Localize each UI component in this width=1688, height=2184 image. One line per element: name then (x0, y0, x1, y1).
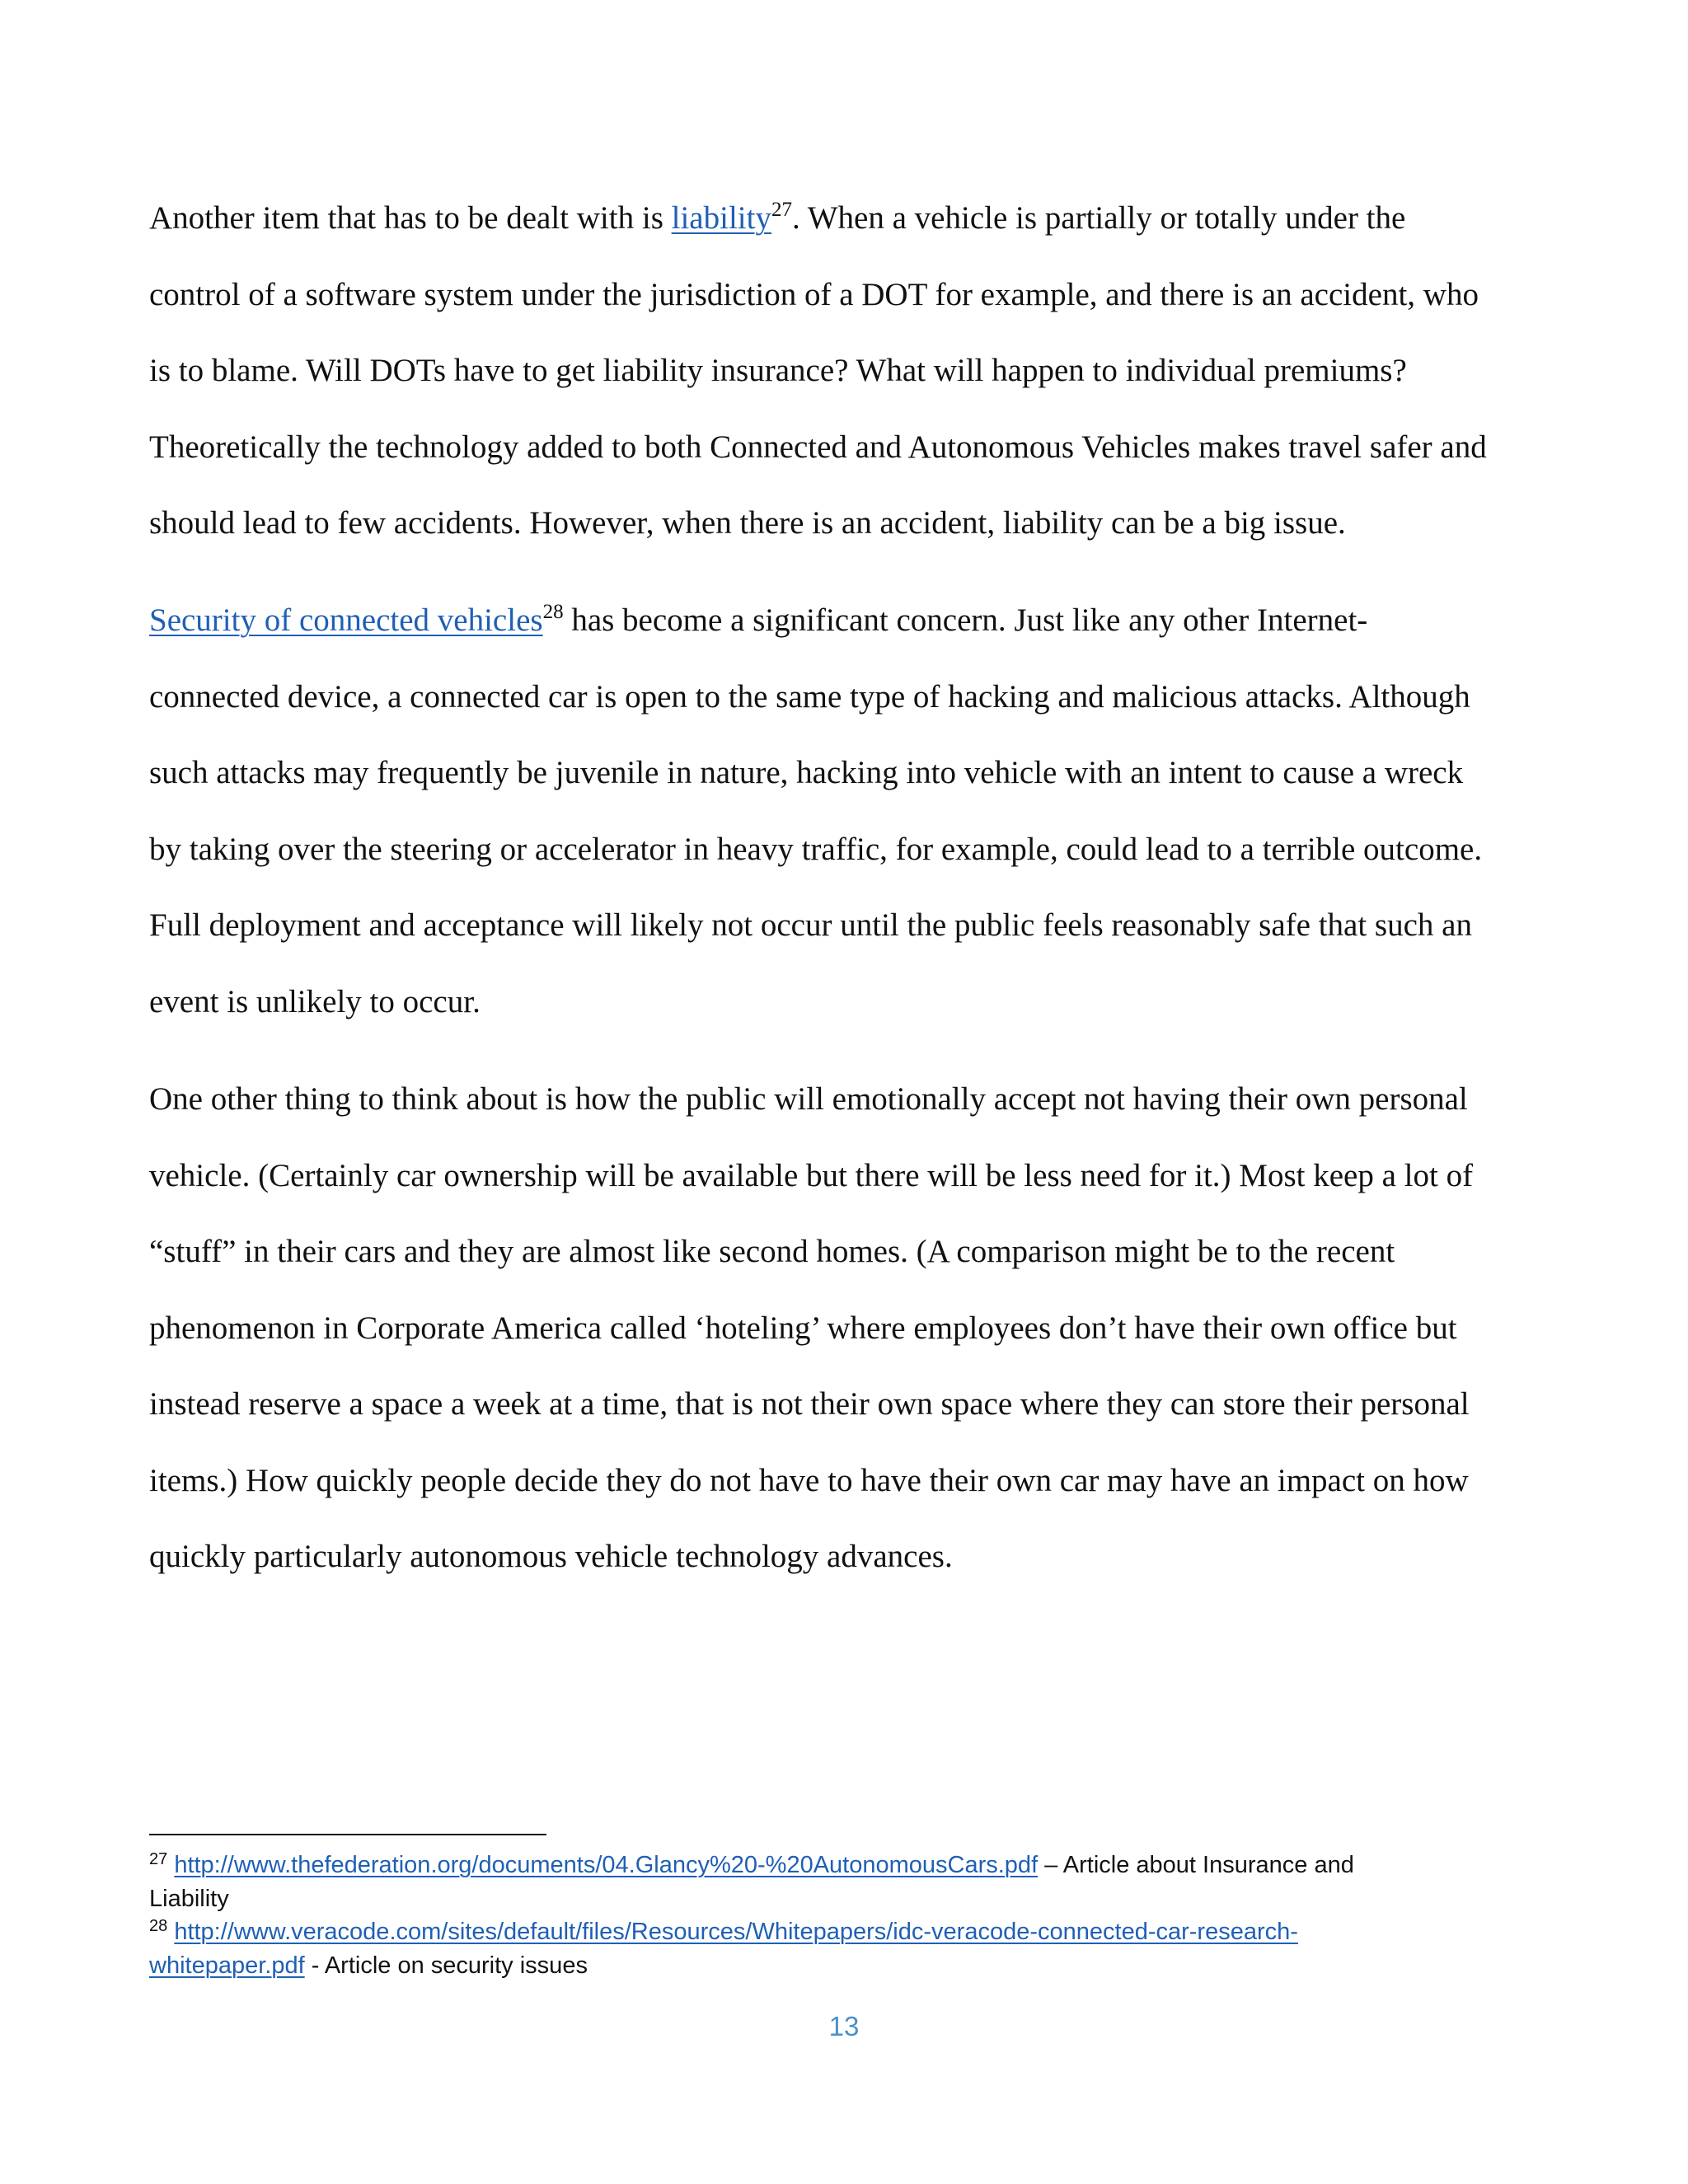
paragraph-line: by taking over the steering or accelerator in heavy traffic, for example, could lead to a terrible outcome. (149, 831, 1483, 867)
paragraph-line: event is unlikely to occur. (149, 983, 481, 1019)
paragraph-ownership (149, 1062, 1550, 1596)
paragraph-line: instead reserve a space a week at a time, that is not their own space where they can store their personal (149, 1386, 1470, 1422)
paragraph-line: One other thing to think about is how the public will emotionally accept not having their own personal (149, 1081, 1468, 1117)
footnote-27 (149, 1849, 1550, 1882)
footnote-number: 27 (149, 1850, 168, 1868)
paragraph-line: quickly particularly autonomous vehicle technology advances. (149, 1539, 953, 1574)
page-number: 13 (828, 2011, 860, 2041)
paragraph-line: is to blame. Will DOTs have to get liability insurance? What will happen to individual premiums? (149, 353, 1407, 388)
paragraph-line: items.) How quickly people decide they do not have to have their own car may have an impact on how (149, 1462, 1469, 1498)
paragraph-line (149, 583, 1550, 659)
paragraph-line (149, 180, 1550, 257)
paragraph-line: such attacks may frequently be juvenile in nature, hacking into vehicle with an intent to cause a wreck (149, 755, 1464, 790)
security-of-connected-vehicles-link[interactable]: Security of connected vehicles (149, 602, 543, 638)
footnote-28 (149, 1915, 1550, 1949)
paragraph-liability (149, 180, 1550, 562)
paragraph-security (149, 583, 1550, 1040)
text-run: has become a significant concern. Just like any other Internet- (563, 602, 1368, 638)
footnote-27-link[interactable]: http://www.thefederation.org/documents/04.Glancy%20-%20AutonomousCars.pdf (174, 1852, 1039, 1878)
paragraph-line: Theoretically the technology added to both Connected and Autonomous Vehicles makes travel safer and (149, 429, 1487, 465)
paragraph-line: Full deployment and acceptance will likely not occur until the public feels reasonably safe that such an (149, 907, 1472, 943)
footnote-description: – Article about Insurance and (1038, 1852, 1354, 1878)
footnote-28-continuation (149, 1949, 1550, 1983)
footnote-ref-27: 27 (771, 199, 792, 221)
footnote-27-continuation: Liability (149, 1885, 229, 1912)
text-run: . When a vehicle is partially or totally under the (791, 200, 1406, 236)
liability-link[interactable]: liability (671, 200, 771, 236)
footnote-description: - Article on security issues (304, 1952, 588, 1979)
footnote-28-link-continued[interactable]: whitepaper.pdf (149, 1952, 305, 1979)
text-run: Another item that has to be dealt with is (149, 200, 672, 236)
paragraph-line: should lead to few accidents. However, when there is an accident, liability can be a big issue. (149, 505, 1346, 541)
footnotes (149, 1849, 1550, 1982)
footnote-number: 28 (149, 1917, 168, 1935)
footnote-ref-28: 28 (542, 601, 564, 623)
paragraph-line: phenomenon in Corporate America called ‘hoteling’ where employees don’t have their own office but (149, 1310, 1457, 1346)
paragraph-line: control of a software system under the jurisdiction of a DOT for example, and there is an accident, who (149, 276, 1479, 312)
paragraph-line: “stuff” in their cars and they are almost like second homes. (A comparison might be to the recent (149, 1234, 1395, 1269)
paragraph-line: connected device, a connected car is open to the same type of hacking and malicious attacks. Although (149, 678, 1470, 715)
footnote-separator (149, 1834, 546, 1835)
paragraph-line: vehicle. (Certainly car ownership will be available but there will be less need for it.) Most keep a lot of (149, 1157, 1474, 1193)
footnote-28-link[interactable]: http://www.veracode.com/sites/default/files/Resources/Whitepapers/idc-veracode-connected-car-research- (174, 1919, 1298, 1945)
